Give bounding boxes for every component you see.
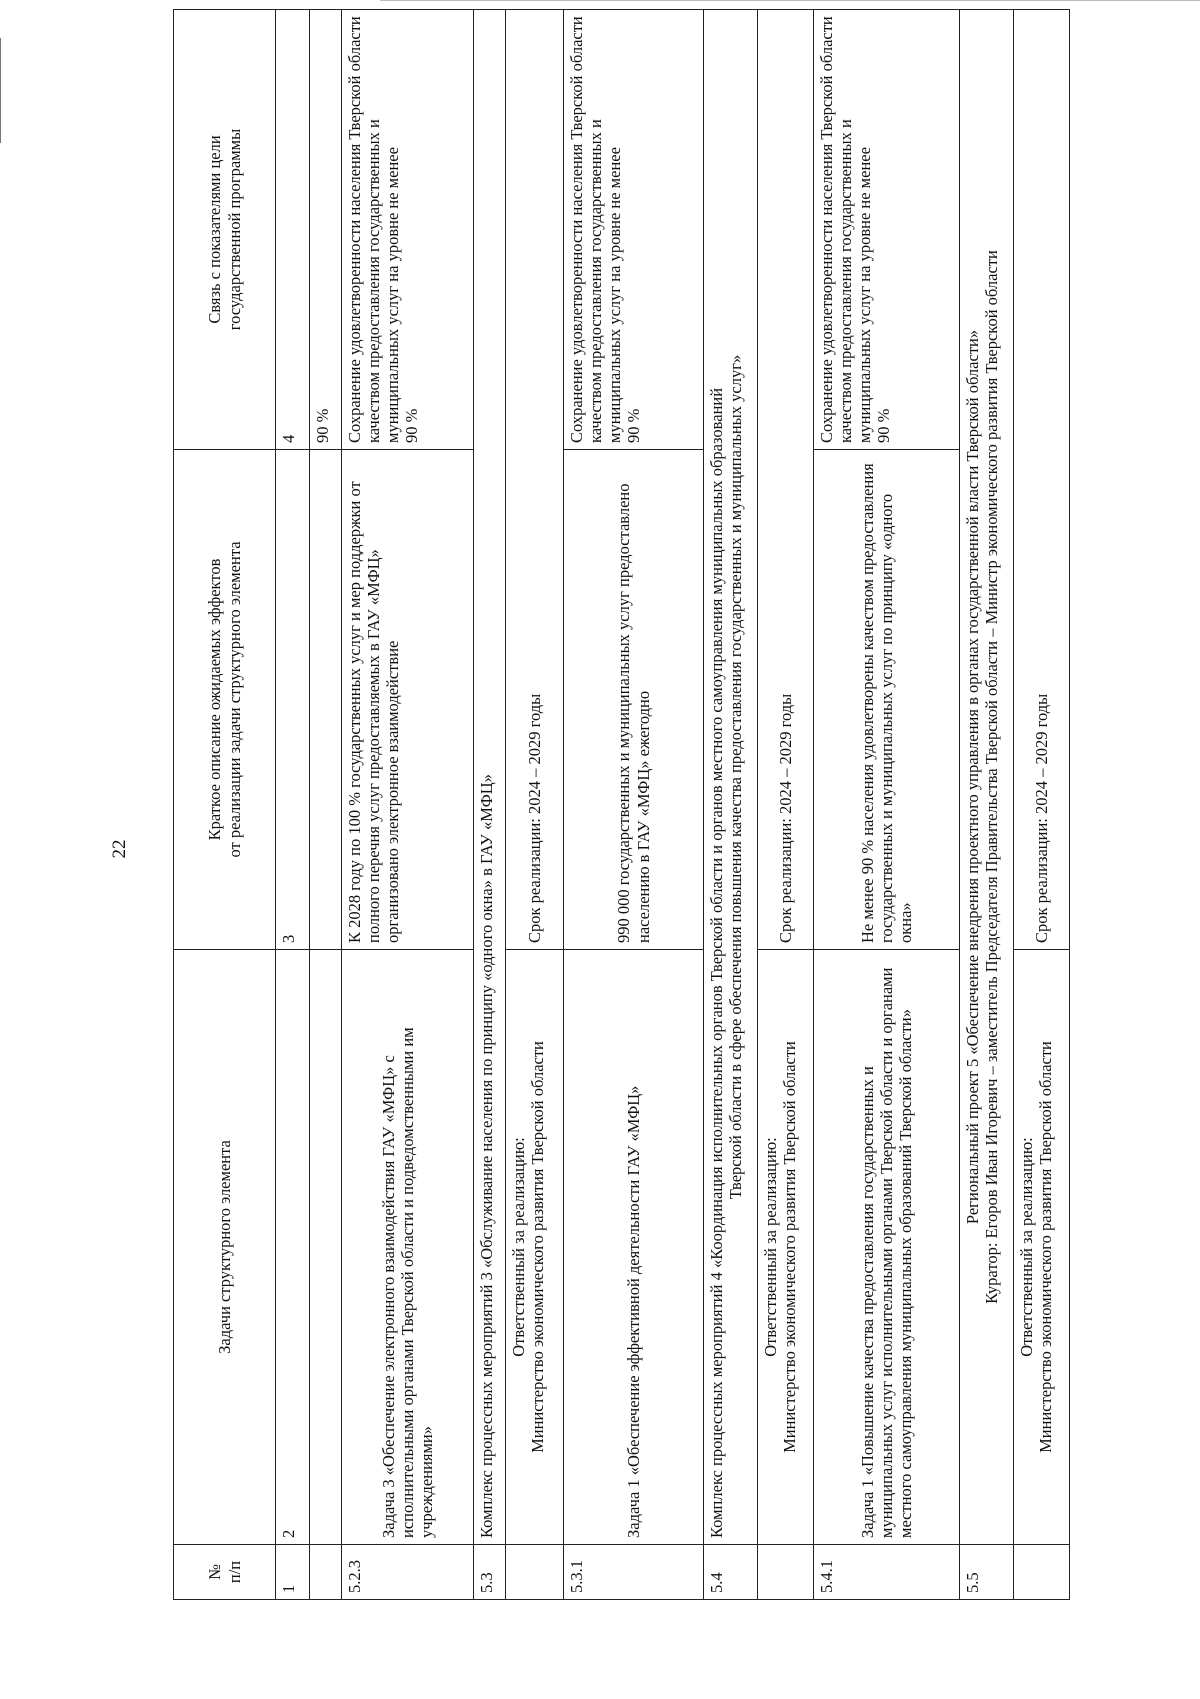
row-5-4-responsible [758,10,814,1600]
row-5-4 [704,10,758,1600]
row-5-5-responsible [1014,10,1070,1600]
row-5-5 [960,10,1014,1600]
row-5-5-term: Срок реализации: 2024 – 2029 годы [1014,10,1070,950]
header-num: № п/п [174,1545,276,1600]
continuation-row [310,10,342,1600]
header-effect: Краткое описание ожидаемых эффектов от реализации задачи структурного элемента [174,450,276,950]
row-5-4-title-line-1: Комплекс процессных мероприятий 4 «Координация исполнительных органов Тверской области и органов местного самоуправления муниципальных образований [707,387,726,1538]
row-5-4-1-link: Сохранение удовлетворенности населения Тверской области качеством предоставления государственных и муниципальных услуг на уровне не менее 90 % [814,10,960,450]
structural-elements-table [173,9,1070,1600]
row-5-2-3-link: Сохранение удовлетворенности населения Тверской области качеством предоставления государственных и муниципальных услуг на уровне не менее 90 % [342,10,474,450]
row-5-3-1-link: Сохранение удовлетворенности населения Тверской области качеством предоставления государственных и муниципальных услуг на уровне не менее 90 % [564,10,704,450]
colnum-4: 4 [276,10,310,450]
row-5-2-3-task: Задача 3 «Обеспечение электронного взаимодействия ГАУ «МФЦ» с исполнительными органами Тверской области и подведомственными им учреждениями» [342,950,474,1545]
row-5-2-3 [342,10,474,1600]
column-number-row [276,10,310,1600]
row-5-3-1-task: Задача 1 «Обеспечение эффективной деятельности ГАУ «МФЦ» [564,950,704,1545]
row-5-3-responsible [506,10,564,1600]
row-5-4-resp-label: Ответственный за реализацию: [761,1137,780,1357]
cont-num [310,1545,342,1600]
row-5-3-resp-label: Ответственный за реализацию: [509,1137,528,1357]
scan-top-line [380,0,1200,1]
cont-effect [310,450,342,950]
row-5-4-title [704,10,758,1545]
row-5-5-resp-num [1014,1545,1070,1600]
row-5-3-resp-value: Министерство экономического развития Тверской области [528,1041,548,1453]
row-5-5-title [960,10,1014,1545]
row-5-4-resp-value: Министерство экономического развития Тверской области [780,1041,800,1453]
colnum-2: 2 [276,950,310,1545]
row-5-5-curator: Куратор: Егоров Иван Игоревич – заместитель Председателя Правительства Тверской области – Министр экономического развития Тверской области [982,250,1002,1304]
header-link: Связь с показателями цели государственной программы [174,10,276,450]
colnum-1: 1 [276,1545,310,1600]
header-row [174,10,276,1600]
row-5-3 [474,10,506,1600]
row-5-4-title-line-2: Тверской области в сфере обеспечения повышения качества предоставления государственных и муниципальных услуг» [726,354,746,1200]
cont-task [310,950,342,1545]
row-5-4-resp-num [758,1545,814,1600]
header-task: Задачи структурного элемента [174,950,276,1545]
row-5-3-title: Комплекс процессных мероприятий 3 «Обслуживание населения по принципу «одного окна» в ГАУ «МФЦ» [474,10,506,1545]
row-5-2-3-num: 5.2.3 [342,1545,474,1600]
row-5-3-term: Срок реализации: 2024 – 2029 годы [506,10,564,950]
row-5-3-num: 5.3 [474,1545,506,1600]
row-5-3-1-num: 5.3.1 [564,1545,704,1600]
row-5-5-resp-label: Ответственный за реализацию: [1017,1137,1036,1357]
row-5-2-3-effect: К 2028 году по 100 % государственных услуг и мер поддержки от полного перечня услуг предоставляемых в ГАУ «МФЦ» организовано электронное взаимодействие [342,450,474,950]
row-5-5-resp-value: Министерство экономического развития Тверской области [1036,1041,1056,1453]
row-5-3-responsible-cell [506,950,564,1545]
page-number: 22 [109,839,130,859]
rotated-table-wrapper [173,10,1056,1600]
row-5-5-num: 5.5 [960,1545,1014,1600]
row-5-4-1 [814,10,960,1600]
row-5-3-1-effect: 990 000 государственных и муниципальных услуг предоставлено населению в ГАУ «МФЦ» ежегодно [564,450,704,950]
row-5-3-resp-num [506,1545,564,1600]
row-5-3-1 [564,10,704,1600]
row-5-4-1-num: 5.4.1 [814,1545,960,1600]
row-5-4-1-effect: Не менее 90 % населения удовлетворены качеством предоставления государственных и муниципальных услуг по принципу «одного окна» [814,450,960,950]
row-5-5-title-line-1: Региональный проект 5 «Обеспечение внедрения проектного управления в органах государственной власти Тверской области» [963,329,982,1225]
row-5-5-responsible-cell [1014,950,1070,1545]
row-5-4-responsible-cell [758,950,814,1545]
row-5-4-1-task: Задача 1 «Повышение качества предоставления государственных и муниципальных услуг исполнительными органами Тверской области и органами местного самоуправления муниципальных образований Тверской области» [814,950,960,1545]
cont-link: 90 % [310,10,342,450]
colnum-3: 3 [276,450,310,950]
row-5-4-term: Срок реализации: 2024 – 2029 годы [758,10,814,950]
scan-edge-mark [0,38,1,143]
row-5-4-num: 5.4 [704,1545,758,1600]
